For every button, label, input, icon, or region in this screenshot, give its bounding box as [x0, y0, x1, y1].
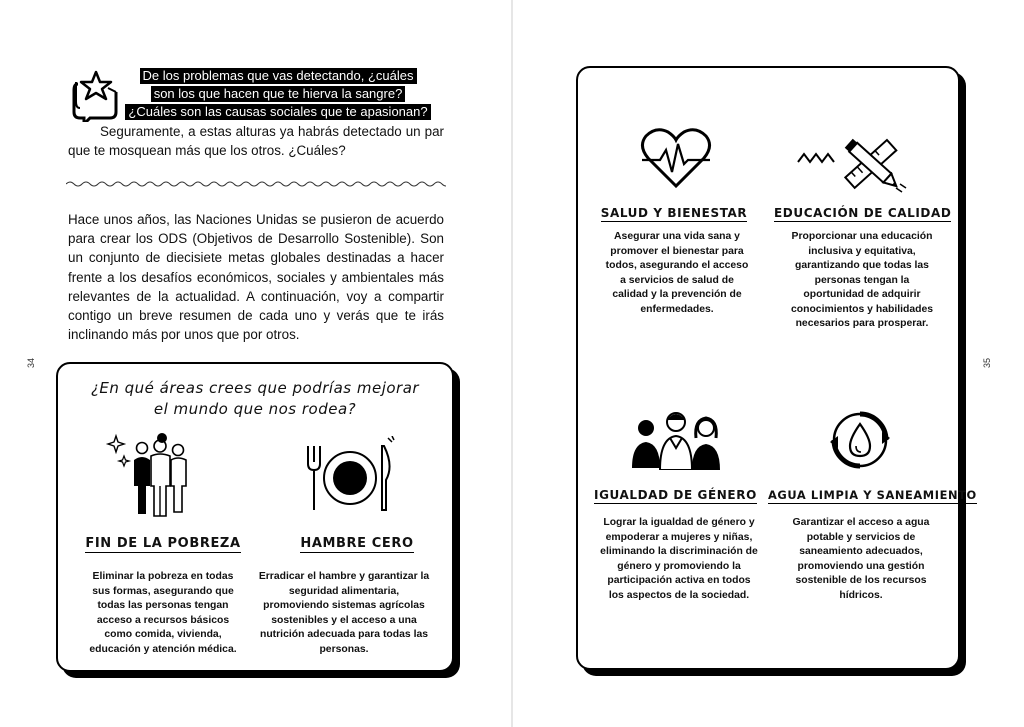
- ods-title-educacion: [774, 206, 952, 220]
- question-line: son los que hacen que te hierva la sangre?: [151, 86, 406, 102]
- ods-title-agua: [768, 488, 977, 502]
- heart-pulse-icon: [638, 124, 714, 190]
- book-gutter: [511, 0, 513, 727]
- plate-cutlery-icon: [302, 436, 396, 516]
- wavy-divider: [66, 180, 446, 188]
- ods-title-text: FIN DE LA POBREZA: [85, 536, 241, 551]
- areas-card: [56, 362, 454, 672]
- ods-paragraph: Hace unos años, las Naciones Unidas se pusieron de acuerdo para crear los ODS (Objetivos de Desarrollo Sostenible). Son un conjunto de diecisiete metas globales destinadas a hacer frente a los desafíos económicos, sociales y ambientales más relevantes de la actualidad. A continuación, voy a compartir contigo un breve resumen de cada uno y verás que te irás inclinando más por unos que por otros.: [68, 212, 444, 343]
- intro-paragraph: [68, 122, 444, 160]
- ods-title-text: SALUD Y BIENESTAR: [600, 206, 748, 220]
- ods-title-fin-pobreza: [78, 536, 248, 551]
- ods-title-igualdad: [594, 488, 757, 502]
- question-line: De los problemas que vas detectando, ¿cuáles: [140, 68, 417, 84]
- water-drop-cycle-icon: [828, 408, 892, 472]
- ods-desc-educacion: Proporcionar una educación inclusiva y equitativa, garantizando que todas las personas tengan la oportunidad de adquirir conocimientos y habilidades necesarios para prosperar.: [790, 231, 934, 329]
- question-line: ¿Cuáles son las causas sociales que te apasionan?: [125, 104, 430, 120]
- ods-desc-agua: Garantizar el acceso a agua potable y servicios de saneamiento adecuados, promoviendo una gestión sostenible de los recursos hídricos.: [792, 517, 930, 601]
- people-group-icon: [104, 430, 194, 520]
- ods-title-text: IGUALDAD DE GÉNERO: [594, 488, 757, 502]
- ods-title-hambre-cero: [272, 536, 442, 551]
- card-title-line: ¿En qué áreas crees que podrías mejorar: [90, 379, 420, 397]
- ods-desc-salud: Asegurar una vida sana y promover el bienestar para todos, asegurando el acceso a servicios de salud de calidad y la prevención de enfermedades.: [605, 231, 749, 315]
- page-number-left: 34: [26, 357, 37, 369]
- ods-desc-igualdad: Lograr la igualdad de género y empoderar a mujeres y niñas, eliminando la discriminación de género y promoviendo la participación activa en todos los aspectos de la sociedad.: [600, 517, 758, 601]
- highlighted-question: [118, 67, 438, 121]
- ods-title-salud: [594, 206, 754, 220]
- ods-title-text: AGUA LIMPIA Y SANEAMIENTO: [768, 488, 977, 502]
- card-title-line: el mundo que nos rodea?: [153, 400, 357, 418]
- ods-title-text: EDUCACIÓN DE CALIDAD: [774, 206, 952, 220]
- ods-card: [576, 66, 977, 670]
- intro-paragraph-text: Seguramente, a estas alturas ya habrás detectado un par que te mosquean más que los otros. ¿Cuáles?: [68, 124, 444, 158]
- star-speech-bubble-icon: [70, 68, 120, 122]
- ods-desc-hambre-cero: Erradicar el hambre y garantizar la seguridad alimentaria, promoviendo sistemas agrícolas sostenibles y el acceso a una nutrición adecuada para todas las personas.: [258, 571, 430, 655]
- pencil-ruler-icon: [794, 130, 910, 196]
- diverse-people-icon: [630, 408, 724, 470]
- ods-desc-fin-pobreza: Eliminar la pobreza en todas sus formas, asegurando que todas las personas tengan acceso a recursos básicos como comida, vivienda, educación y atención médica.: [89, 571, 237, 655]
- page-number-right: 35: [982, 357, 993, 369]
- card-title: [58, 378, 452, 420]
- ods-title-text: HAMBRE CERO: [300, 536, 414, 551]
